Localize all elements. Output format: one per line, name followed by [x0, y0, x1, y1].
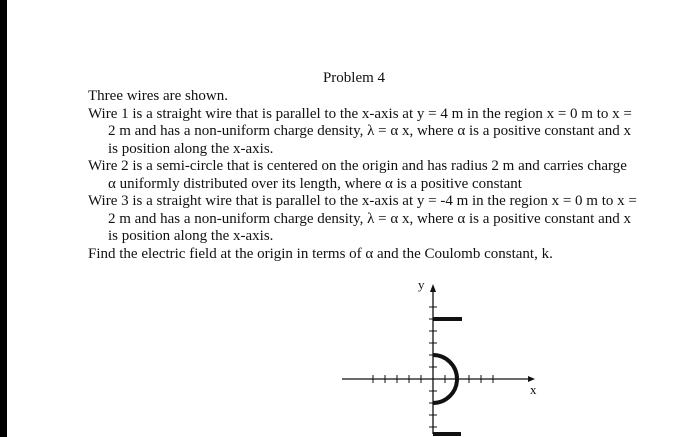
left-edge-bar	[0, 0, 7, 437]
wire2-line1: Wire 2 is a semi-circle that is centered on the origin and has radius 2 m and carries charge	[88, 158, 627, 174]
y-axis-arrowhead	[430, 284, 436, 292]
intro-line: Three wires are shown.	[88, 88, 228, 104]
wire1-line2: 2 m and has a non-uniform charge density, λ = α x, where α is a positive constant and x	[108, 123, 632, 139]
wire3-line2: 2 m and has a non-uniform charge density, λ = α x, where α is a positive constant and x	[108, 210, 632, 227]
wire3-line3: is position along the x-axis.	[108, 228, 274, 244]
wire1-line1: Wire 1 is a straight wire that is parallel to the x-axis at y = 4 m in the region x = 0 m to x =	[88, 105, 632, 122]
y-axis-label: y	[418, 277, 425, 292]
question-line: Find the electric field at the origin in terms of α and the Coulomb constant, k.	[88, 245, 553, 262]
problem-title: Problem 4	[322, 70, 386, 86]
wire3-line1: Wire 3 is a straight wire that is parallel to the x-axis at y = -4 m in the region x = 0 m to x =	[88, 193, 637, 209]
problem-text	[88, 88, 648, 263]
wire1-line3: is position along the x-axis.	[108, 140, 274, 157]
x-axis-label: x	[530, 382, 537, 397]
wire2-line2: α uniformly distributed over its length, where α is a positive constant	[108, 175, 522, 192]
wire-diagram	[330, 272, 550, 437]
